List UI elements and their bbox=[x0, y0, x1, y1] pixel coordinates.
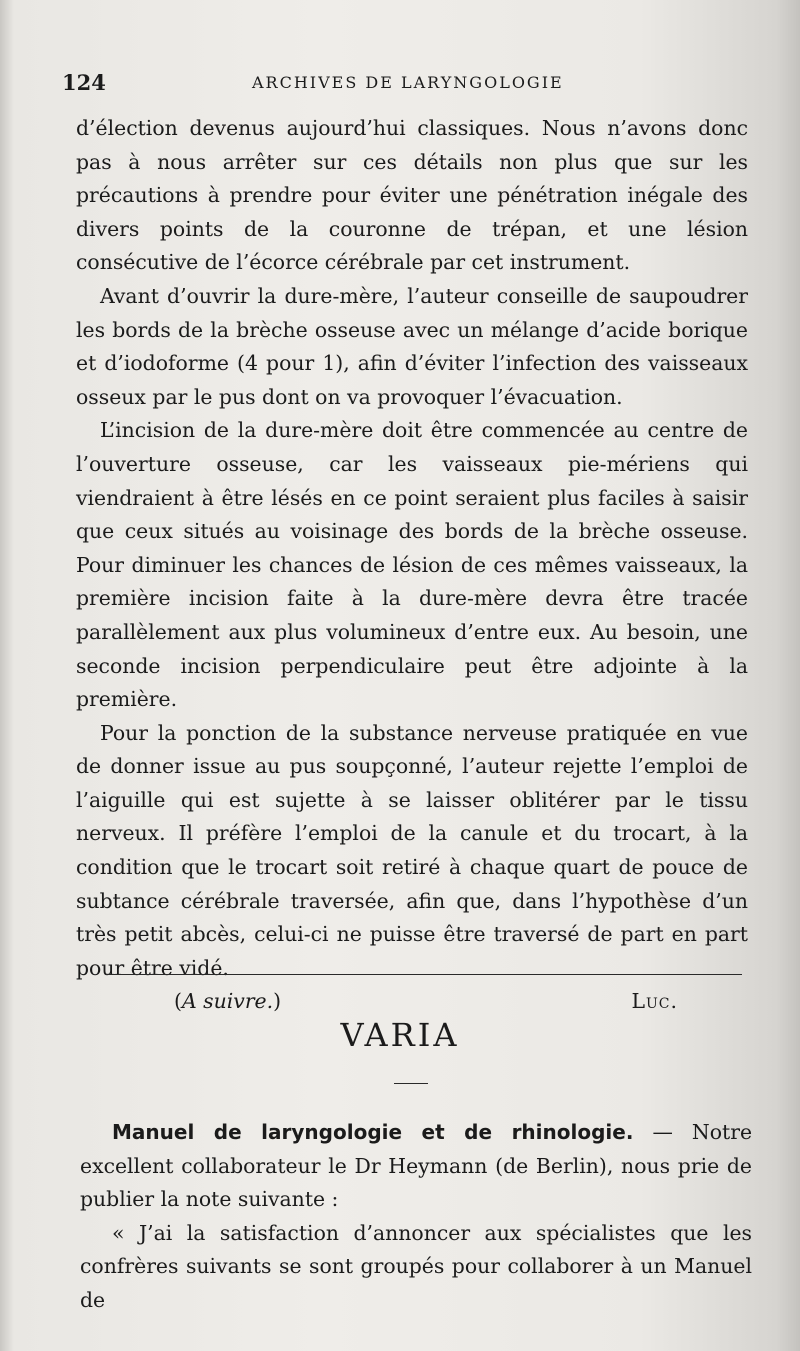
running-head: ARCHIVES DE LARYNGOLOGIE bbox=[252, 73, 564, 92]
to-be-continued: (A suivre.) bbox=[174, 989, 282, 1014]
article-body bbox=[76, 112, 748, 1019]
paragraph-2: Avant d’ouvrir la dure-mère, l’auteur conseille de saupoudrer les bords de la brèche osseuse avec un mélange d’acide borique et d’iodoforme (4 pour 1), afin d’éviter l’infection des vaisseaux osseux par le pus dont on va provoquer l’évacuation. bbox=[76, 283, 748, 409]
paragraph-4: Pour la ponction de la substance nerveuse pratiquée en vue de donner issue au pus soupçonné, l’auteur rejette l’emploi de l’aiguille qui est sujette à se laisser oblitérer par le tissu nerveux. Il préfère l’emploi de la canule et du trocart, à la condition que le trocart soit retiré à chaque quart de pouce de subtance cérébrale traversée, afin que, dans l’hypothèse d’un très petit abcès, celui-ci ne puisse être traversé de part en part pour être vidé. bbox=[76, 720, 748, 980]
signoff-line bbox=[76, 985, 748, 1019]
page-header bbox=[62, 70, 742, 98]
varia-quote: « J’ai la satisfaction d’annoncer aux spécialistes que les confrères suivants se sont groupés pour collaborer à un Manuel de bbox=[80, 1220, 752, 1312]
item-intro: Notre excellent collaborateur le Dr Heymann (de Berlin), nous prie de publier la note suivante : bbox=[80, 1120, 753, 1212]
paragraph-1: d’élection devenus aujourd’hui classiques. Nous n’avons donc pas à nous arrêter sur ces détails non plus que sur les précautions à prendre pour éviter une pénétration inégale des divers points de la couronne de trépan, et une lésion consécutive de l’écorce cérébrale par cet instrument. bbox=[76, 116, 748, 275]
varia-body bbox=[80, 1116, 752, 1318]
varia-paragraph bbox=[80, 1116, 752, 1217]
paragraph-3: L’incision de la dure-mère doit être commencée au centre de l’ouverture osseuse, car les vaisseaux pie-mériens qui viendraient à être lésés en ce point seraient plus faciles à saisir que ceux situés au voisinage des bords de la brèche osseuse. Pour diminuer les chances de lésion de ces mêmes vaisseaux, la première incision faite à la dure-mère devra être tracée parallèlement aux plus volumineux d’entre eux. Au besoin, une seconde incision perpendiculaire peut être adjointe à la première. bbox=[76, 418, 748, 712]
title-underline bbox=[394, 1083, 428, 1084]
item-heading-dash: — bbox=[633, 1120, 673, 1144]
page-number: 124 bbox=[62, 70, 106, 95]
section-divider bbox=[106, 974, 742, 975]
author-signature: Luc. bbox=[631, 989, 678, 1014]
section-title: VARIA bbox=[340, 1016, 460, 1054]
item-heading: Manuel de laryngologie et de rhinologie. bbox=[112, 1120, 634, 1144]
